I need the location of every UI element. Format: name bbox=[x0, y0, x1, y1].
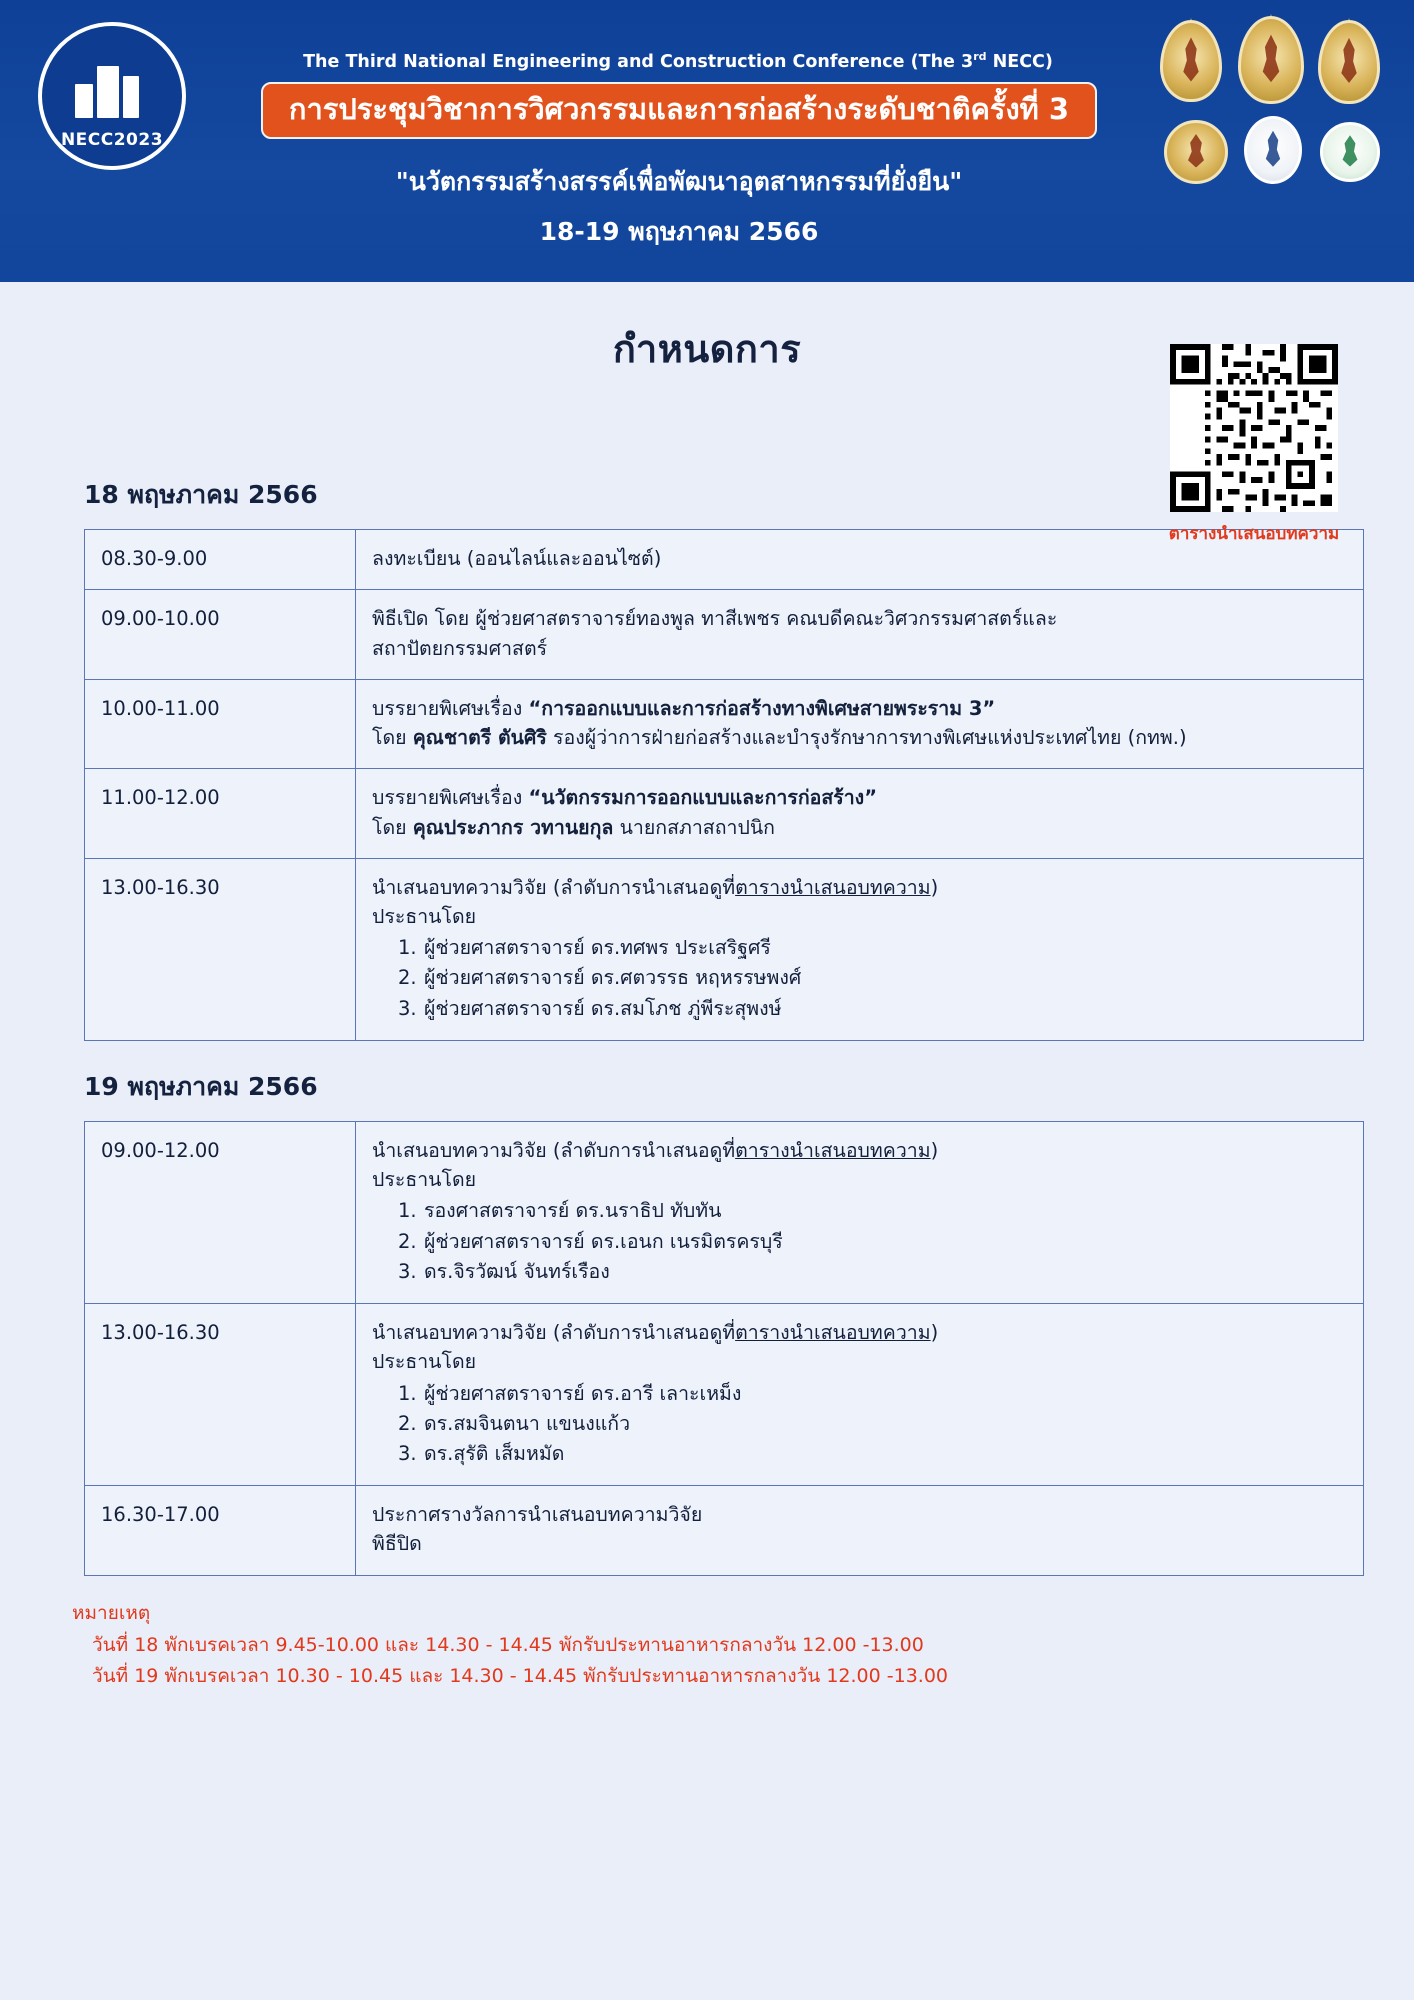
crest-icon-1 bbox=[1160, 20, 1222, 102]
session-detail bbox=[356, 1304, 1364, 1486]
notes-block bbox=[72, 1598, 1414, 1691]
session-time: 08.30-9.00 bbox=[85, 530, 356, 590]
session-detail bbox=[356, 679, 1364, 769]
session-line: พิธีเปิด โดย ผู้ช่วยศาสตราจารย์ทองพูล ทาสีเพชร คณบดีคณะวิศวกรรมศาสตร์และ bbox=[372, 607, 1058, 631]
session-line: ประธานโดย bbox=[372, 1168, 477, 1192]
day2-heading: 19 พฤษภาคม 2566 bbox=[84, 1071, 318, 1101]
session-chair-list bbox=[372, 1379, 1347, 1470]
session-time: 13.00-16.30 bbox=[85, 1304, 356, 1486]
day1-rows bbox=[85, 530, 1364, 1041]
banner-title-english bbox=[212, 50, 1144, 72]
session-line bbox=[372, 783, 1347, 812]
necc-logo bbox=[38, 22, 186, 170]
table-row bbox=[85, 769, 1364, 859]
session-line: ประธานโดย bbox=[372, 1350, 477, 1374]
session-time: 09.00-12.00 bbox=[85, 1121, 356, 1303]
session-line bbox=[372, 1318, 1347, 1347]
session-line: ประธานโดย bbox=[372, 905, 477, 928]
note-line: วันที่ 18 พักเบรคเวลา 9.45-10.00 และ 14.30 - 14.45 พักรับประทานอาหารกลางวัน 12.00 -13.00 bbox=[92, 1634, 924, 1657]
conference-banner bbox=[0, 0, 1414, 282]
session-line bbox=[372, 723, 1347, 752]
list-item: ดร.สมจินตนา แขนงแก้ว bbox=[424, 1411, 631, 1435]
presentation-schedule-link[interactable]: ตารางนำเสนอบทความ bbox=[735, 875, 931, 899]
session-text: ) bbox=[930, 875, 939, 899]
note-line: วันที่ 19 พักเบรคเวลา 10.30 - 10.45 และ 14.30 - 14.45 พักรับประทานอาหารกลางวัน 12.00 -13.00 bbox=[92, 1664, 949, 1687]
crest-icon-nrct bbox=[1320, 122, 1380, 182]
banner-date: 18-19 พฤษภาคม 2566 bbox=[539, 217, 819, 246]
ordinal-suffix: rd bbox=[973, 50, 987, 63]
session-highlight: “การออกแบบและการก่อสร้างทางพิเศษสายพระราม 3” bbox=[528, 696, 996, 720]
banner-title-english-tail: NECC) bbox=[986, 51, 1053, 72]
qr-code[interactable] bbox=[1170, 344, 1338, 512]
session-line: ประกาศรางวัลการนำเสนอบทความวิจัย bbox=[372, 1503, 703, 1527]
session-text: บรรยายพิเศษเรื่อง bbox=[372, 696, 529, 720]
session-time: 11.00-12.00 bbox=[85, 769, 356, 859]
session-detail bbox=[356, 769, 1364, 859]
session-line bbox=[372, 873, 1347, 902]
session-line: พิธีปิด bbox=[372, 1532, 422, 1556]
list-item: รองศาสตราจารย์ ดร.นราธิป ทับทัน bbox=[424, 1199, 722, 1223]
table-row bbox=[85, 1304, 1364, 1486]
session-line bbox=[372, 813, 1347, 842]
schedule-page bbox=[0, 318, 1414, 1691]
day2-schedule-table bbox=[84, 1121, 1364, 1576]
session-text: โดย bbox=[372, 815, 413, 839]
session-highlight: “นวัตกรรมการออกแบบและการก่อสร้าง” bbox=[528, 786, 878, 810]
session-detail bbox=[356, 1121, 1364, 1303]
qr-block bbox=[1154, 344, 1354, 547]
day1-heading: 18 พฤษภาคม 2566 bbox=[84, 480, 318, 509]
session-text: นำเสนอบทความวิจัย (ลำดับการนำเสนอดูที่ bbox=[372, 1138, 736, 1162]
day2-rows bbox=[85, 1121, 1364, 1575]
institution-crests bbox=[1158, 16, 1394, 231]
session-text: รองผู้ว่าการฝ่ายก่อสร้างและบำรุงรักษาการทางพิเศษแห่งประเทศไทย (กทพ.) bbox=[546, 726, 1187, 749]
crest-icon-3 bbox=[1318, 20, 1380, 104]
table-row bbox=[85, 679, 1364, 769]
session-detail bbox=[356, 1486, 1364, 1576]
list-item: ผู้ช่วยศาสตราจารย์ ดร.ทศพร ประเสริฐศรี bbox=[424, 936, 771, 960]
list-item: ดร.จิรวัฒน์ จันทร์เรือง bbox=[424, 1259, 610, 1283]
list-item: ผู้ช่วยศาสตราจารย์ ดร.เอนก เนรมิตรครบุรี bbox=[424, 1229, 783, 1253]
banner-title-english-head: The Third National Engineering and Construction Conference (The 3 bbox=[303, 51, 974, 72]
session-detail bbox=[356, 590, 1364, 680]
banner-subtitle-thai: "นวัตกรรมสร้างสรรค์เพื่อพัฒนาอุตสาหกรรมที่ยั่งยืน" bbox=[395, 167, 963, 196]
session-line bbox=[372, 1136, 1347, 1165]
session-time: 10.00-11.00 bbox=[85, 679, 356, 769]
crest-icon-4 bbox=[1164, 120, 1228, 184]
building-icon bbox=[75, 64, 149, 118]
crest-icon-2 bbox=[1238, 16, 1304, 104]
banner-title-thai: การประชุมวิชาการวิศวกรรมและการก่อสร้างระดับชาติครั้งที่ 3 bbox=[261, 82, 1097, 139]
presentation-schedule-link[interactable]: ตารางนำเสนอบทความ bbox=[735, 1321, 931, 1345]
session-text: นำเสนอบทความวิจัย (ลำดับการนำเสนอดูที่ bbox=[372, 1321, 736, 1345]
session-text: บรรยายพิเศษเรื่อง bbox=[372, 786, 529, 810]
session-chair-list bbox=[372, 1196, 1347, 1287]
session-text: นายกสภาสถาปนิก bbox=[613, 815, 775, 839]
session-highlight: คุณประภากร วทานยกุล bbox=[412, 815, 614, 839]
list-item: ผู้ช่วยศาสตราจารย์ ดร.ศตวรรธ หฤหรรษพงศ์ bbox=[424, 966, 802, 990]
session-detail bbox=[356, 858, 1364, 1040]
session-line: ลงทะเบียน (ออนไลน์และออนไซต์) bbox=[372, 547, 662, 570]
session-time: 09.00-10.00 bbox=[85, 590, 356, 680]
session-text: ) bbox=[930, 1321, 939, 1345]
session-chair-list bbox=[372, 933, 1347, 1024]
session-line: สถาปัตยกรรมศาสตร์ bbox=[372, 636, 548, 660]
notes-title: หมายเหตุ bbox=[72, 1601, 151, 1624]
table-row bbox=[85, 1121, 1364, 1303]
list-item: ผู้ช่วยศาสตราจารย์ ดร.สมโภช ภู่พีระสุพงษ์ bbox=[424, 996, 782, 1020]
qr-code-image bbox=[1170, 344, 1338, 512]
day1-schedule-table bbox=[84, 529, 1364, 1041]
list-item: ดร.สุรัติ เส็มหมัด bbox=[424, 1442, 565, 1465]
page-title: กำหนดการ bbox=[612, 327, 802, 371]
session-text: ) bbox=[930, 1138, 939, 1162]
session-text: นำเสนอบทความวิจัย (ลำดับการนำเสนอดูที่ bbox=[372, 875, 736, 899]
presentation-schedule-link[interactable]: ตารางนำเสนอบทความ bbox=[735, 1138, 931, 1162]
session-time: 16.30-17.00 bbox=[85, 1486, 356, 1576]
session-time: 13.00-16.30 bbox=[85, 858, 356, 1040]
session-text: โดย bbox=[372, 726, 413, 749]
qr-caption[interactable]: ตารางนำเสนอบทความ bbox=[1168, 524, 1340, 544]
table-row bbox=[85, 858, 1364, 1040]
crest-icon-5 bbox=[1244, 116, 1302, 184]
table-row bbox=[85, 1486, 1364, 1576]
session-highlight: คุณชาตรี ตันศิริ bbox=[412, 726, 547, 749]
list-item: ผู้ช่วยศาสตราจารย์ ดร.อารี เลาะเหม็ง bbox=[424, 1381, 742, 1405]
table-row bbox=[85, 590, 1364, 680]
session-line bbox=[372, 694, 1347, 723]
logo-label: NECC2023 bbox=[60, 130, 164, 150]
